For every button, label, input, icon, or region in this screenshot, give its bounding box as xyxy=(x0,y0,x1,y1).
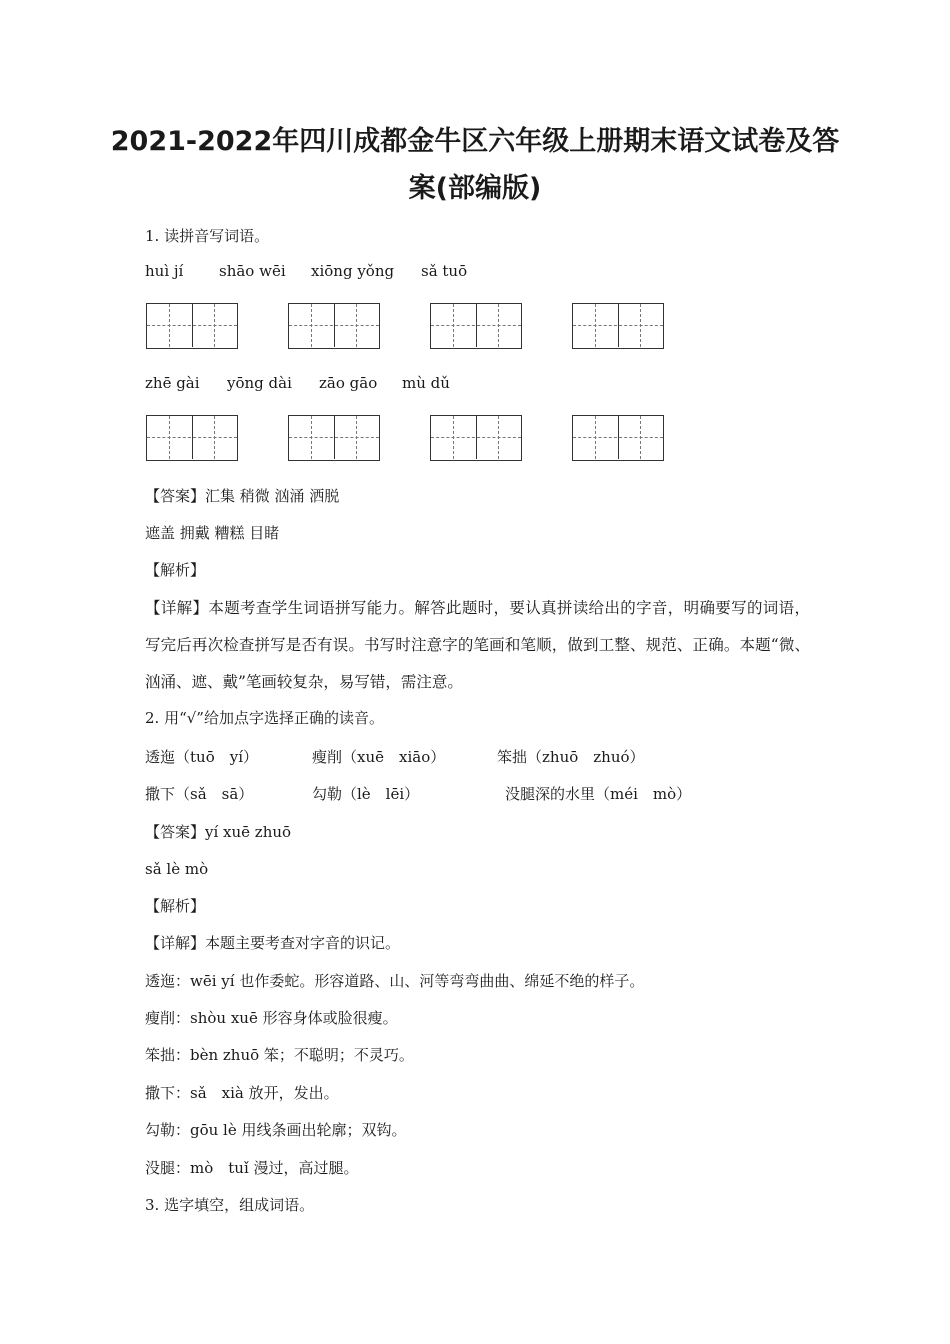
pinyin-label: shāo wēi xyxy=(219,262,286,280)
pinyin-label: zhē gài xyxy=(145,374,200,392)
q2-note: 瘦削：shòu xuē 形容身体或脸很瘦。 xyxy=(145,1009,398,1027)
q2-option: 笨拙（zhuō zhuó） xyxy=(497,748,645,766)
q2-option: 瘦削（xuē xiāo） xyxy=(312,748,446,766)
q2-detail: 【详解】本题主要考查对字音的识记。 xyxy=(145,934,401,952)
q2-analysis-label: 【解析】 xyxy=(145,897,206,915)
q2-note: 没腿：mò tuǐ 漫过，高过腿。 xyxy=(145,1159,359,1177)
tianzige-box[interactable] xyxy=(288,415,380,461)
q3-stem: 3. 选字填空，组成词语。 xyxy=(145,1196,315,1214)
tianzige-box[interactable] xyxy=(572,415,664,461)
q2-stem: 2. 用“√”给加点字选择正确的读音。 xyxy=(145,709,384,727)
q2-option: 勾勒（lè lēi） xyxy=(312,785,420,803)
q2-note: 透迤：wēi yí 也作委蛇。形容道路、山、河等弯弯曲曲、绵延不绝的样子。 xyxy=(145,972,645,990)
q2-answer-line-1: 【答案】yí xuē zhuō xyxy=(145,823,292,841)
document-title-line-2: 案(部编版) xyxy=(408,173,542,204)
tianzige-box[interactable] xyxy=(430,415,522,461)
q1-answer-line-2: 遮盖 拥戴 糟糕 目睹 xyxy=(145,524,280,542)
q2-option: 透迤（tuō yí） xyxy=(145,748,258,766)
q2-options-row-2 xyxy=(145,784,745,804)
q2-option: 没腿深的水里（méi mò） xyxy=(505,785,692,803)
pinyin-label: sǎ tuō xyxy=(421,262,468,280)
pinyin-label: huì jí xyxy=(145,262,184,280)
q1-analysis-label: 【解析】 xyxy=(145,561,206,579)
q1-answer-line-1: 【答案】汇集 稍微 汹涌 洒脱 xyxy=(145,487,340,505)
document-title-line-1: 2021-2022年四川成都金牛区六年级上册期末语文试卷及答 xyxy=(110,126,840,157)
pinyin-label: zāo gāo xyxy=(319,374,378,392)
tianzige-box[interactable] xyxy=(430,303,522,349)
q2-note: 笨拙：bèn zhuō 笨；不聪明；不灵巧。 xyxy=(145,1046,414,1064)
tianzige-box[interactable] xyxy=(572,303,664,349)
q2-options-row-1 xyxy=(145,747,745,767)
q2-note: 撒下：sǎ xià 放开，发出。 xyxy=(145,1084,339,1102)
q1-detail-paragraph: 【详解】本题考查学生词语拼写能力。解答此题时，要认真拼读给出的字音，明确要写的词语，写完后再次检查拼写是否有误。书写时注意字的笔画和笔顺，做到工整、规范、正确。本题“微、汹涌、遮、戴”笔画较复杂，易写错，需注意。 xyxy=(145,599,810,691)
tianzige-box[interactable] xyxy=(146,303,238,349)
tianzige-box[interactable] xyxy=(146,415,238,461)
q2-answer-line-2: sǎ lè mò xyxy=(145,860,209,878)
pinyin-label: yōng dài xyxy=(227,374,292,392)
pinyin-label: xiōng yǒng xyxy=(311,262,395,280)
pinyin-label: mù dǔ xyxy=(402,374,450,392)
q2-option: 撒下（sǎ sā） xyxy=(145,785,254,803)
q1-stem: 1. 读拼音写词语。 xyxy=(145,227,270,245)
tianzige-box[interactable] xyxy=(288,303,380,349)
q2-note: 勾勒：gōu lè 用线条画出轮廓；双钩。 xyxy=(145,1121,407,1139)
